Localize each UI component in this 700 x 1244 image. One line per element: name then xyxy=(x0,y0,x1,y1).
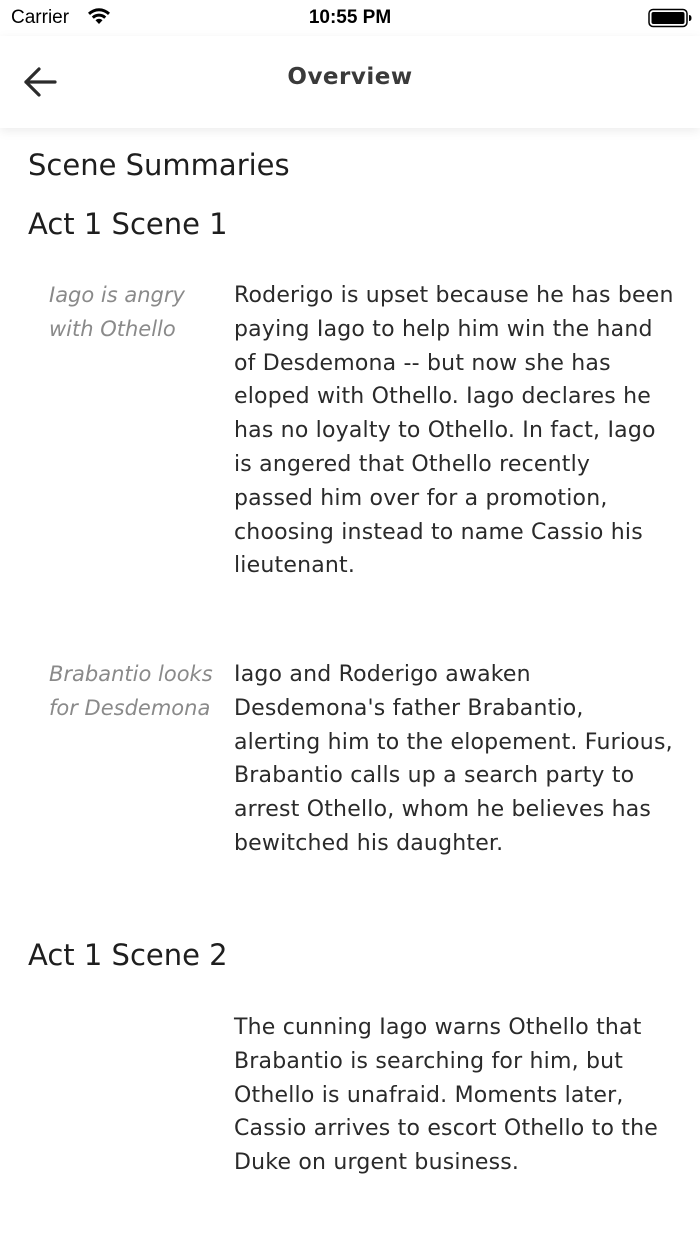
scene-summaries-content[interactable] xyxy=(0,128,700,1244)
scene-heading: Act 1 Scene 2 xyxy=(28,938,228,972)
section-title: Scene Summaries xyxy=(28,148,290,182)
summary-text: Iago and Roderigo awaken Desdemona's father Brabantio, alerting him to the elopement. Furious, Brabantio calls up a search party to arrest Othello, whom he believes has bewitched his daughter. xyxy=(234,662,673,856)
summary-label: Brabantio looks for Desdemona xyxy=(49,662,213,720)
navigation-bar xyxy=(0,36,700,128)
summary-text: Roderigo is upset because he has been paying Iago to help him win the hand of Desdemona -- but now she has eloped with Othello. Iago declares he has no loyalty to Othello. In fact, Iago is angered that Othello recently passed him over for a promotion, choosing instead to name Cassio his lieutenant. xyxy=(234,283,674,579)
status-time: 10:55 PM xyxy=(308,7,392,28)
carrier-label: Carrier xyxy=(11,7,70,28)
scene-heading: Act 1 Scene 1 xyxy=(28,207,228,241)
summary-label: Iago is angry with Othello xyxy=(49,283,185,341)
battery-icon xyxy=(648,8,692,28)
status-bar xyxy=(0,0,700,36)
summary-text: The cunning Iago warns Othello that Brabantio is searching for him, but Othello is unafraid. Moments later, Cassio arrives to escort Othello to the Duke on urgent business. xyxy=(234,1015,659,1176)
page-title: Overview xyxy=(287,64,413,90)
